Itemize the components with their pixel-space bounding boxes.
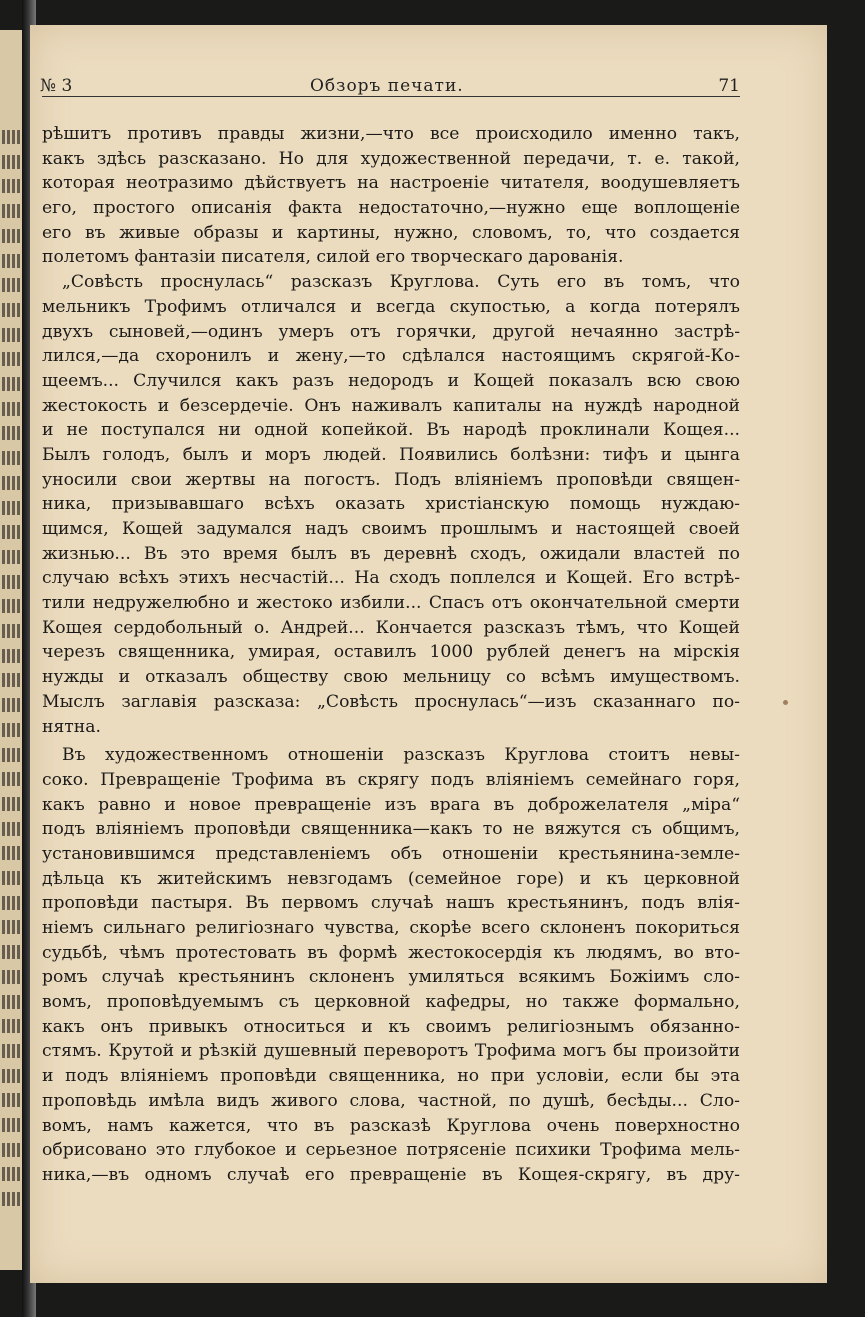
body-text	[42, 122, 740, 1188]
text-line: черезъ священника, умирая, оставилъ 1000 рублей денегъ на мірскія	[42, 642, 740, 663]
page-number: 71	[718, 76, 740, 96]
text-line: какъ здѣсь разсказано. Но для художественной передачи, т. е. такой,	[42, 148, 740, 169]
text-line: какъ равно и новое превращеніе изъ врага въ доброжелателя „міра“	[42, 794, 740, 815]
text-line: ромъ случаѣ крестьянинъ склоненъ умиляться всякимъ Божіимъ сло-	[42, 967, 740, 988]
text-line: его, простого описанія факта недостаточно,—нужно еще воплощеніе	[42, 198, 740, 219]
text-line: и подъ вліяніемъ проповѣди священника, но при условіи, если бы эта	[42, 1066, 740, 1087]
text-line: и не поступался ни одной копейкой. Въ народѣ проклинали Кощея...	[42, 420, 740, 441]
text-line: вомъ, намъ кажется, что въ разсказѣ Круглова очень поверхностно	[42, 1115, 740, 1136]
text-line: его въ живые образы и картины, нужно, словомъ, то, что создается	[42, 222, 740, 243]
text-line: рѣшитъ противъ правды жизни,—что все происходило именно такъ,	[42, 124, 740, 144]
text-line: соко. Превращеніе Трофима въ скрягу подъ вліяніемъ семейнаго горя,	[42, 769, 740, 790]
text-line: тили недружелюбно и жестоко избили... Спасъ отъ окончательной смерти	[42, 593, 740, 614]
text-line: случаю всѣхъ этихъ несчастій... На сходъ поплелся и Кощей. Его встрѣ-	[42, 568, 740, 589]
text-line: жизнью... Въ это время былъ въ деревнѣ сходъ, ожидали властей по	[42, 543, 740, 564]
text-line: Былъ голодъ, былъ и моръ людей. Появились болѣзни: тифъ и цынга	[42, 444, 740, 465]
text-line: уносили свои жертвы на погостъ. Подъ вліяніемъ проповѣди священ-	[42, 469, 740, 490]
text-line: стямъ. Крутой и рѣзкій душевный переворотъ Трофима могъ бы произойти	[42, 1041, 740, 1062]
text-line: щимся, Кощей задумался надъ своимъ прошлымъ и настоящей своей	[42, 519, 740, 539]
text-line: проповѣди пастыря. Въ первомъ случаѣ нашъ крестьянинъ, подъ влія-	[42, 893, 740, 914]
text-line: „Совѣсть проснулась“ разсказъ Круглова. Суть его въ томъ, что	[62, 272, 740, 293]
text-line: какъ онъ привыкъ относиться и къ своимъ религіознымъ обязанно-	[42, 1016, 740, 1037]
paragraph	[42, 122, 740, 270]
header-rule	[42, 96, 740, 97]
paragraph	[42, 743, 740, 1187]
text-line: ника,—въ одномъ случаѣ его превращеніе въ Кощея-скрягу, въ дру-	[42, 1164, 740, 1185]
text-line: подъ вліяніемъ проповѣди священника—какъ то не вяжутся съ общимъ,	[42, 819, 740, 840]
section-title: Обзоръ печати.	[310, 76, 464, 96]
text-line: полетомъ фантазіи писателя, силой его творческаго дарованія.	[42, 247, 624, 268]
paper-speck	[783, 700, 788, 705]
text-line: дѣльца къ житейскимъ невзгодамъ (семейное горе) и къ церковной	[42, 868, 740, 889]
text-line: обрисовано это глубокое и серьезное потрясеніе психики Трофима мель-	[42, 1140, 740, 1161]
issue-number: № 3	[40, 76, 73, 96]
text-line: Мыслъ заглавія разсказа: „Совѣсть проснулась“—изъ сказаннаго по-	[42, 691, 740, 712]
text-line: нятна.	[42, 716, 101, 737]
text-line: судьбѣ, чѣмъ протестовать въ формѣ жестокосердія къ людямъ, во вто-	[42, 942, 740, 963]
text-line: проповѣдь имѣла видъ живого слова, частной, по душѣ, бесѣды... Сло-	[42, 1090, 740, 1111]
text-line: Въ художественномъ отношеніи разсказъ Круглова стоитъ невы-	[62, 745, 740, 766]
text-line: ника, призывавшаго всѣхъ оказать христіанскую помощь нуждаю-	[42, 494, 740, 515]
text-line: которая неотразимо дѣйствуетъ на настроеніе читателя, воодушевляетъ	[42, 173, 740, 194]
text-line: двухъ сыновей,—одинъ умеръ отъ горячки, другой нечаянно застрѣ-	[42, 321, 740, 342]
text-line: Кощея сердобольный о. Андрей... Кончается разсказъ тѣмъ, что Кощей	[42, 617, 740, 638]
text-line: установившимся представленіемъ объ отношеніи крестьянина-земле-	[42, 843, 740, 864]
text-line: лился,—да схоронилъ и жену,—то сдѣлался настоящимъ скрягой-Ко-	[42, 346, 740, 367]
text-line: щеемъ... Случился какъ разъ недородъ и Кощей показалъ всю свою	[42, 370, 740, 391]
text-line: мельникъ Трофимъ отличался и всегда скупостью, а когда потерялъ	[42, 296, 740, 317]
text-line: ніемъ сильнаго религіознаго чувства, скорѣе всего склоненъ покориться	[42, 918, 740, 938]
text-line: жестокость и безсердечіе. Онъ наживалъ капиталы на нуждѣ народной	[42, 395, 740, 416]
paragraph	[42, 270, 740, 739]
text-line: нужды и отказалъ обществу свою мельницу со всѣмъ имуществомъ.	[42, 667, 740, 688]
text-line: вомъ, проповѣдуемымъ съ церковной кафедры, но также формально,	[42, 992, 740, 1013]
